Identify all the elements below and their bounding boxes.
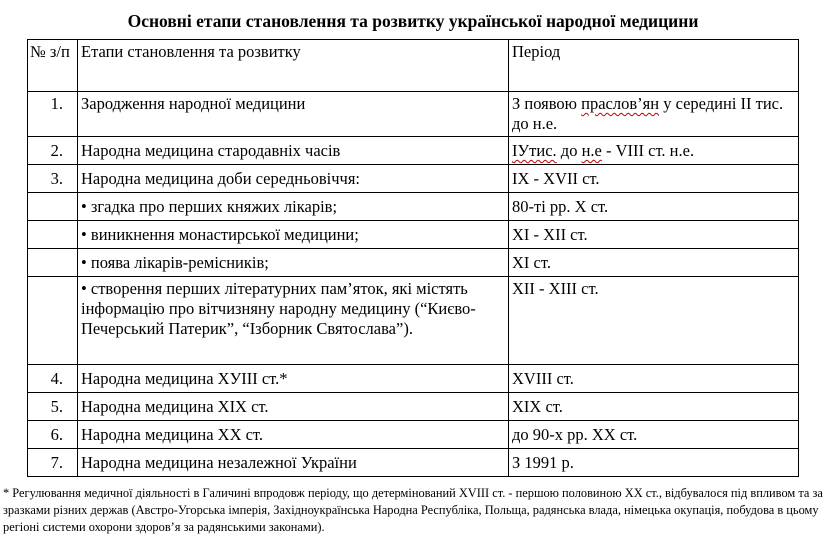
row-period: ХІ ст.	[509, 249, 799, 277]
period-text: З появою	[512, 94, 582, 113]
table-row	[28, 277, 799, 365]
row-num: 1.	[28, 92, 78, 137]
table-row	[28, 449, 799, 477]
row-stage: • створення перших літературних пам’яток, які містять інформацію про вітчизняну народну медицину (“Києво- Печерський Патерик”, “Ізборник Святослава”).	[78, 277, 509, 365]
row-stage: Народна медицина ХУІІІ ст.*	[78, 365, 509, 393]
row-num: 4.	[28, 365, 78, 393]
row-num: 7.	[28, 449, 78, 477]
row-period: до 90-х рр. ХХ ст.	[509, 421, 799, 449]
row-period: ІХ - ХVІІ ст.	[509, 165, 799, 193]
table-row	[28, 193, 799, 221]
row-stage: • виникнення монастирської медицини;	[78, 221, 509, 249]
row-num: 3.	[28, 165, 78, 193]
row-stage: • поява лікарів-ремісників;	[78, 249, 509, 277]
row-period	[509, 137, 799, 165]
row-num: 5.	[28, 393, 78, 421]
table-header-row	[28, 40, 799, 92]
row-num	[28, 277, 78, 365]
footnote: * Регулювання медичної діяльності в Галичині впродовж періоду, що детермінований ХVІІІ ст. - першою половиною ХХ ст., відбувалося під впливом та за зразками різних держав (Австро-Угорська імперія, Західноукраїнська Народна Республіка, Польща, радянська влада, німецька окупація, побудова в цьому регіоні системи охорони здоров’я за радянськими законами).	[3, 486, 823, 534]
row-period: ХVІІІ ст.	[509, 365, 799, 393]
row-num	[28, 193, 78, 221]
period-text: - VІІІ ст. н.е.	[601, 141, 695, 160]
table-row	[28, 249, 799, 277]
row-stage: Народна медицина ХХ ст.	[78, 421, 509, 449]
page-title: Основні етапи становлення та розвитку української народної медицини	[127, 11, 699, 31]
row-stage: Зародження народної медицини	[78, 92, 509, 137]
header-period: Період	[509, 40, 799, 92]
row-stage: Народна медицина доби середньовіччя:	[78, 165, 509, 193]
spellcheck-word: н.е	[581, 141, 602, 160]
stages-table	[27, 39, 799, 477]
table-row	[28, 393, 799, 421]
row-num	[28, 249, 78, 277]
row-period: ХІ - ХІІ ст.	[509, 221, 799, 249]
row-stage: Народна медицина стародавніх часів	[78, 137, 509, 165]
row-num: 6.	[28, 421, 78, 449]
row-period: ХІХ ст.	[509, 393, 799, 421]
table-row	[28, 221, 799, 249]
row-period	[509, 92, 799, 137]
period-text: у середині ІІ тис. до н.е.	[512, 94, 784, 133]
row-stage: Народна медицина ХІХ ст.	[78, 393, 509, 421]
table-row	[28, 365, 799, 393]
row-stage: • згадка про перших княжих лікарів;	[78, 193, 509, 221]
period-text: до	[556, 141, 582, 160]
header-num: № з/п	[28, 40, 78, 92]
table-row	[28, 137, 799, 165]
row-period: З 1991 р.	[509, 449, 799, 477]
row-period: ХІІ - ХІІІ ст.	[509, 277, 799, 365]
table-row	[28, 421, 799, 449]
table-row	[28, 92, 799, 137]
row-num: 2.	[28, 137, 78, 165]
table-row	[28, 165, 799, 193]
header-stage: Етапи становлення та розвитку	[78, 40, 509, 92]
row-stage: Народна медицина незалежної України	[78, 449, 509, 477]
spellcheck-word: ІУтис.	[512, 141, 557, 160]
row-num	[28, 221, 78, 249]
row-period: 80-ті рр. Х ст.	[509, 193, 799, 221]
spellcheck-word: праслов’ян	[581, 94, 660, 113]
